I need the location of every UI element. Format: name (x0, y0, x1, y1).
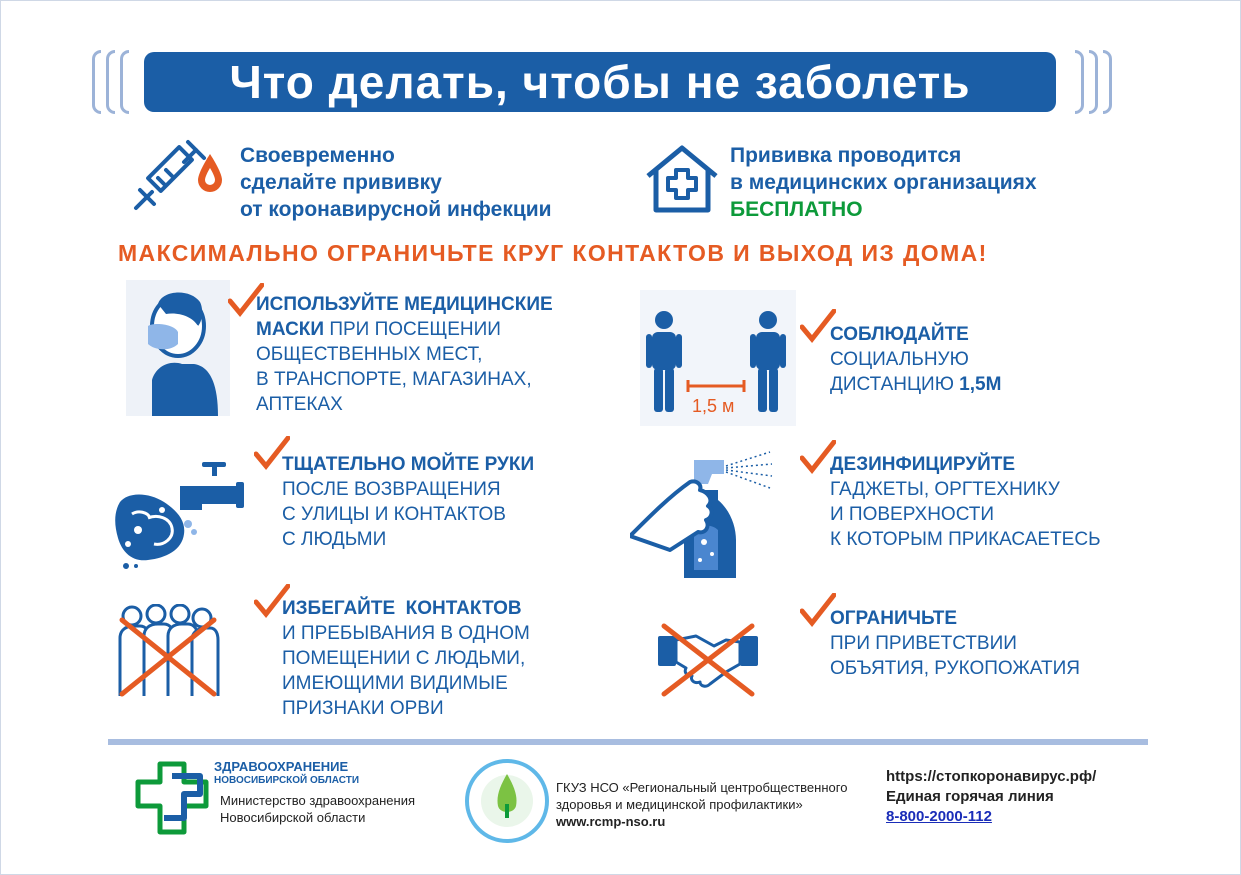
tip-avoid-line-3: ПОМЕЩЕНИИ С ЛЮДЬМИ, (282, 648, 526, 669)
crowd-crossed-icon (112, 604, 222, 698)
prevention-center-logo-icon (464, 758, 550, 844)
tip-hands-line-4: С ЛЮДЬМИ (282, 529, 387, 550)
health-logo-title (214, 760, 359, 788)
free-badge: БЕСПЛАТНО (730, 198, 863, 221)
main-headline: МАКСИМАЛЬНО ОГРАНИЧЬТЕ КРУГ КОНТАКТОВ И ВЫХОД ИЗ ДОМА! (118, 240, 988, 266)
tip-masks-title: ИСПОЛЬЗУЙТЕ МЕДИЦИНСКИЕ (256, 294, 553, 315)
spray-bottle-icon (630, 446, 776, 582)
tip-distance-line-2: СОЦИАЛЬНУЮ (830, 349, 969, 370)
ministry-line-2: Новосибирской области (220, 810, 366, 825)
vaccine-line-2: сделайте прививку (240, 171, 442, 194)
hospital-icon (644, 142, 720, 214)
tip-disinfect (830, 452, 1101, 552)
tip-disinfect-line-4: К КОТОРЫМ ПРИКАСАЕТЕСЬ (830, 529, 1101, 550)
tip-hands-title: ТЩАТЕЛЬНО МОЙТЕ РУКИ (282, 454, 535, 475)
ministry-name (220, 792, 415, 826)
health-ministry-logo-icon (132, 760, 212, 836)
contact-info (886, 767, 1096, 827)
banner-decoration-left (92, 50, 129, 114)
tip-masks-line-3: ОБЩЕСТВЕННЫХ МЕСТ, (256, 344, 483, 365)
tip-avoid-line-2: И ПРЕБЫВАНИЯ В ОДНОМ (282, 623, 530, 644)
tip-masks-line-4: В ТРАНСПОРТЕ, МАГАЗИНАХ, (256, 369, 532, 390)
center-website-link[interactable]: www.rcmp-nso.ru (556, 814, 666, 829)
tip-distance-title: СОБЛЮДАЙТЕ (830, 324, 969, 345)
vaccine-line-1: Своевременно (240, 144, 395, 167)
hotline-label: Единая горячая линия (886, 788, 1054, 805)
tip-masks-bold: МАСКИ (256, 319, 325, 340)
tip-avoid (282, 596, 530, 721)
health-logo-title-2: НОВОСИБИРСКОЙ ОБЛАСТИ (214, 775, 359, 786)
masked-person-icon (126, 280, 230, 416)
health-logo-title-1: ЗДРАВООХРАНЕНИЕ (214, 759, 349, 774)
tip-masks-line-5: АПТЕКАХ (256, 394, 343, 415)
tip-hands-line-2: ПОСЛЕ ВОЗВРАЩЕНИЯ (282, 479, 501, 500)
footer-divider (108, 739, 1148, 745)
tip-masks (256, 292, 553, 417)
free-line-2: в медицинских организациях (730, 171, 1037, 194)
tip-hands-line-3: С УЛИЦЫ И КОНТАКТОВ (282, 504, 506, 525)
free-vaccine-text (730, 142, 1037, 223)
tip-disinfect-line-2: ГАДЖЕТЫ, ОРГТЕХНИКУ (830, 479, 1060, 500)
covid-website-link[interactable]: https://стопкоронавирус.рф/ (886, 768, 1097, 785)
hand-washing-icon (108, 458, 248, 572)
tip-avoid-title: ИЗБЕГАЙТЕ КОНТАКТОВ (282, 598, 522, 619)
prevention-center-info (556, 779, 847, 830)
tip-distance-value: 1,5М (959, 374, 1002, 395)
hotline-phone-link[interactable]: 8-800-2000-112 (886, 808, 992, 825)
handshake-crossed-icon (656, 618, 760, 700)
tip-distance-line-3: ДИСТАНЦИЮ (830, 374, 960, 395)
tip-disinfect-line-3: И ПОВЕРХНОСТИ (830, 504, 995, 525)
vaccine-line-3: от коронавирусной инфекции (240, 198, 552, 221)
banner-decoration-right (1075, 50, 1112, 114)
distance-label: 1,5 м (692, 396, 735, 416)
syringe-icon (128, 138, 228, 218)
page-title: Что делать, чтобы не заболеть (229, 56, 971, 108)
tip-limit-title: ОГРАНИЧЬТЕ (830, 608, 958, 629)
center-line-2: здоровья и медицинской профилактики» (556, 797, 803, 812)
vaccine-text (240, 142, 552, 223)
center-line-1: ГКУЗ НСО «Региональный центробщественного (556, 780, 848, 795)
title-banner (92, 50, 1112, 114)
free-line-1: Прививка проводится (730, 144, 962, 167)
tip-limit-line-3: ОБЪЯТИЯ, РУКОПОЖАТИЯ (830, 658, 1080, 679)
tip-avoid-line-4: ИМЕЮЩИМИ ВИДИМЫЕ (282, 673, 508, 694)
tip-masks-line-2: ПРИ ПОСЕЩЕНИИ (324, 319, 501, 340)
tip-limit-line-2: ПРИ ПРИВЕТСТВИИ (830, 633, 1017, 654)
tip-distance (830, 322, 1001, 397)
tip-hands (282, 452, 534, 552)
ministry-line-1: Министерство здравоохранения (220, 793, 415, 808)
tip-disinfect-title: ДЕЗИНФИЦИРУЙТЕ (830, 454, 1016, 475)
banner-box (144, 52, 1056, 112)
tip-limit (830, 606, 1080, 681)
tip-avoid-line-5: ПРИЗНАКИ ОРВИ (282, 698, 444, 719)
